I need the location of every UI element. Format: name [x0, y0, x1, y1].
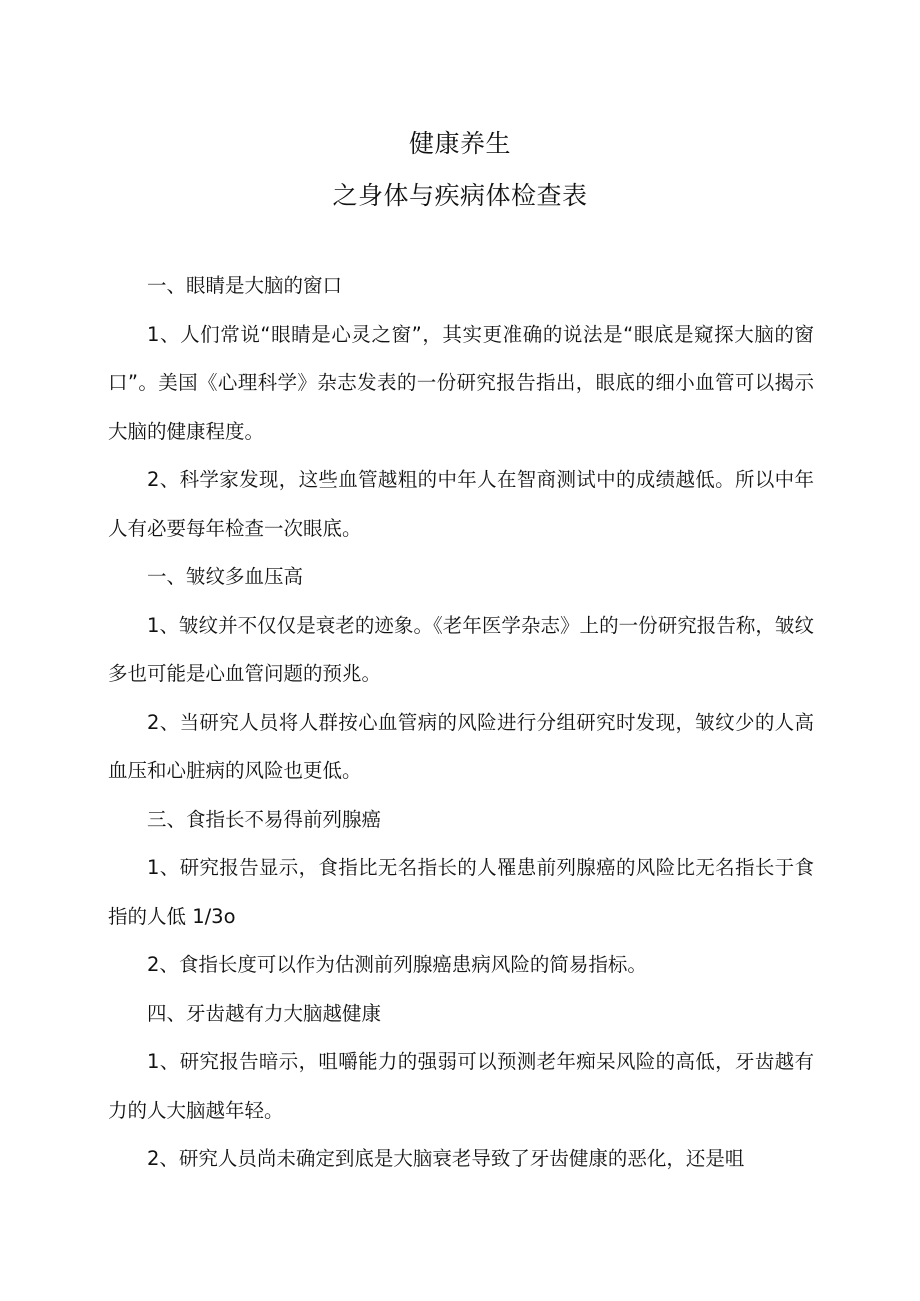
paragraph-index-finger-1: 1、研究报告显示，食指比无名指长的人罹患前列腺癌的风险比无名指长于食指的人低 1/3o: [108, 856, 814, 928]
document-subtitle: 之身体与疾病体检查表: [332, 181, 588, 210]
document-title: 健康养生: [408, 129, 511, 158]
paragraph-wrinkles-1: 1、皱纹并不仅仅是衰老的迹象。《老年医学杂志》上的一份研究报告称，皱纹多也可能是心血管问题的预兆。: [108, 613, 814, 685]
paragraph-wrinkles-2: 2、当研究人员将人群按心血管病的风险进行分组研究时发现，皱纹少的人高血压和心脏病的风险也更低。: [108, 710, 814, 782]
paragraph-index-finger-2: 2、食指长度可以作为估测前列腺癌患病风险的简易指标。: [147, 953, 647, 976]
paragraph-eyes-1: 1、人们常说“眼睛是心灵之窗”，其实更准确的说法是“眼底是窥探大脑的窗口”。美国《心理科学》杂志发表的一份研究报告指出，眼底的细小血管可以揭示大脑的健康程度。: [108, 322, 814, 443]
section-heading-teeth: 四、牙齿越有力大脑越健康: [147, 1001, 382, 1025]
section-heading-index-finger: 三、食指长不易得前列腺癌: [147, 807, 382, 831]
paragraph-eyes-2: 2、科学家发现，这些血管越粗的中年人在智商测试中的成绩越低。所以中年人有必要每年检查一次眼底。: [108, 468, 814, 540]
section-heading-wrinkles: 一、皱纹多血压高: [147, 565, 304, 588]
document-body: [108, 262, 814, 1184]
paragraph-teeth-2: 2、研究人员尚未确定到底是大脑衰老导致了牙齿健康的恶化，还是咀: [147, 1147, 745, 1170]
section-heading-eyes: 一、眼睛是大脑的窗口: [147, 274, 343, 297]
paragraph-teeth-1: 1、研究报告暗示，咀嚼能力的强弱可以预测老年痴呆风险的高低，牙齿越有力的人大脑越年轻。: [108, 1050, 814, 1122]
